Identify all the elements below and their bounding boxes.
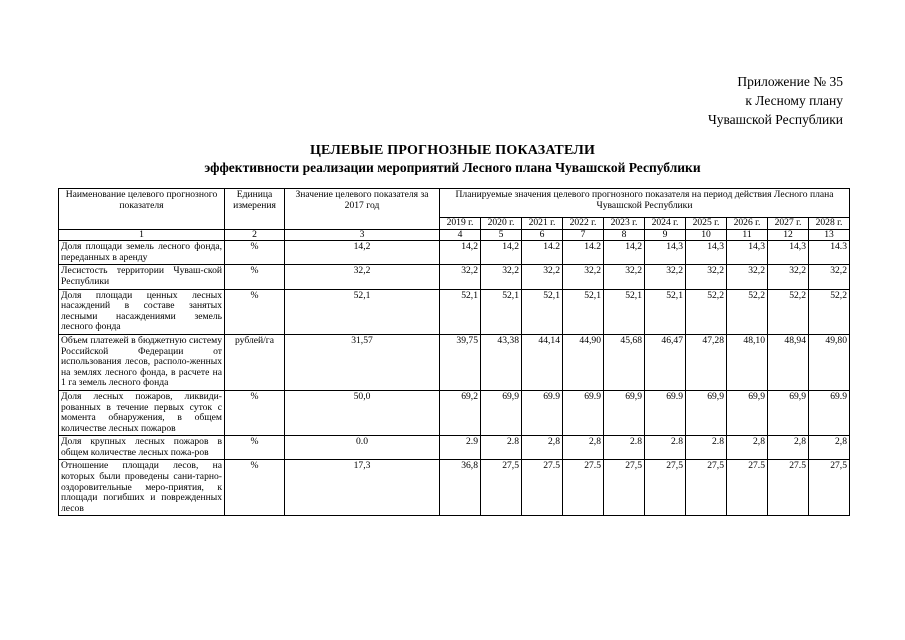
indicator-planned-value: 14,2 xyxy=(604,241,645,265)
indicator-planned-value: 36,8 xyxy=(440,460,481,516)
indicator-unit: % xyxy=(225,265,285,289)
indicator-planned-value: 69.9 xyxy=(809,390,850,435)
indicator-value-2017: 14,2 xyxy=(285,241,440,265)
table-row xyxy=(59,334,850,390)
indicator-planned-value: 27.5 xyxy=(768,460,809,516)
indicator-planned-value: 69,9 xyxy=(768,390,809,435)
indicator-planned-value: 2,8 xyxy=(563,436,604,460)
header-year-3: 2021 г. xyxy=(522,218,563,230)
column-number: 9 xyxy=(645,229,686,241)
indicator-planned-value: 27,5 xyxy=(686,460,727,516)
table-row xyxy=(59,460,850,516)
indicator-planned-value: 27,5 xyxy=(645,460,686,516)
indicator-value-2017: 31,57 xyxy=(285,334,440,390)
table-row xyxy=(59,436,850,460)
indicator-name: Доля лесных пожаров, ликвиди-рованных в течение первых суток с момента обнаружения, в общем количестве лесных пожаров xyxy=(59,390,225,435)
indicator-planned-value: 2.8 xyxy=(645,436,686,460)
header-year-6: 2024 г. xyxy=(645,218,686,230)
indicator-planned-value: 2,8 xyxy=(768,436,809,460)
indicator-planned-value: 44,14 xyxy=(522,334,563,390)
indicator-planned-value: 2,8 xyxy=(522,436,563,460)
indicator-planned-value: 52,1 xyxy=(604,289,645,334)
indicators-table xyxy=(58,188,850,516)
column-number: 6 xyxy=(522,229,563,241)
indicator-planned-value: 32,2 xyxy=(768,265,809,289)
column-number-row xyxy=(59,229,850,241)
indicator-planned-value: 32,2 xyxy=(809,265,850,289)
header-year-2: 2020 г. xyxy=(481,218,522,230)
indicator-planned-value: 14,3 xyxy=(768,241,809,265)
annex-note xyxy=(623,72,843,129)
indicator-planned-value: 48,10 xyxy=(727,334,768,390)
column-number: 1 xyxy=(59,229,225,241)
indicator-planned-value: 46,47 xyxy=(645,334,686,390)
indicator-planned-value: 43,38 xyxy=(481,334,522,390)
indicator-planned-value: 27.5 xyxy=(563,460,604,516)
indicator-planned-value: 69.9 xyxy=(522,390,563,435)
indicator-value-2017: 17,3 xyxy=(285,460,440,516)
indicator-planned-value: 27.5 xyxy=(727,460,768,516)
indicator-unit: % xyxy=(225,390,285,435)
header-year-8: 2026 г. xyxy=(727,218,768,230)
indicator-planned-value: 52,1 xyxy=(440,289,481,334)
indicator-planned-value: 14,3 xyxy=(686,241,727,265)
column-number: 4 xyxy=(440,229,481,241)
indicator-planned-value: 69,9 xyxy=(727,390,768,435)
indicator-value-2017: 50,0 xyxy=(285,390,440,435)
header-year-10: 2028 г. xyxy=(809,218,850,230)
table-row xyxy=(59,289,850,334)
header-year-5: 2023 г. xyxy=(604,218,645,230)
indicator-planned-value: 2.8 xyxy=(686,436,727,460)
indicator-planned-value: 69,9 xyxy=(481,390,522,435)
indicator-planned-value: 52,1 xyxy=(522,289,563,334)
indicator-planned-value: 52,2 xyxy=(686,289,727,334)
indicator-value-2017: 32,2 xyxy=(285,265,440,289)
header-year-9: 2027 г. xyxy=(768,218,809,230)
indicator-name: Доля крупных лесных пожаров в общем количестве лесных пожа-ров xyxy=(59,436,225,460)
indicator-planned-value: 69,9 xyxy=(604,390,645,435)
indicator-planned-value: 52,2 xyxy=(768,289,809,334)
indicator-planned-value: 32,2 xyxy=(686,265,727,289)
indicator-planned-value: 52,1 xyxy=(563,289,604,334)
annex-number: Приложение № 35 xyxy=(737,74,843,89)
indicator-planned-value: 39,75 xyxy=(440,334,481,390)
column-number: 8 xyxy=(604,229,645,241)
header-year-4: 2022 г. xyxy=(563,218,604,230)
indicator-unit: % xyxy=(225,289,285,334)
indicator-planned-value: 2,8 xyxy=(727,436,768,460)
indicator-planned-value: 14.2 xyxy=(563,241,604,265)
indicator-planned-value: 2.8 xyxy=(604,436,645,460)
table-row xyxy=(59,241,850,265)
indicator-planned-value: 14,2 xyxy=(440,241,481,265)
header-indicator-name: Наименование целевого прогнозного показателя xyxy=(59,189,225,230)
indicator-planned-value: 14.2 xyxy=(522,241,563,265)
header-planned-values: Планируемые значения целевого прогнозного показателя на период действия Лесного плана Чувашской Республики xyxy=(440,189,850,218)
indicator-planned-value: 14.3 xyxy=(809,241,850,265)
indicator-planned-value: 2.8 xyxy=(481,436,522,460)
column-number: 11 xyxy=(727,229,768,241)
indicator-planned-value: 14,3 xyxy=(645,241,686,265)
table-body xyxy=(59,229,850,516)
header-year-7: 2025 г. xyxy=(686,218,727,230)
indicator-planned-value: 27.5 xyxy=(522,460,563,516)
indicator-planned-value: 32,2 xyxy=(563,265,604,289)
indicator-planned-value: 44,90 xyxy=(563,334,604,390)
indicator-name: Отношение площади лесов, на которых были проведены сани-тарно-оздоровительные меро-приятия, к площади погибших и поврежденных лесов xyxy=(59,460,225,516)
indicator-planned-value: 14,3 xyxy=(727,241,768,265)
indicator-name: Объем платежей в бюджетную систему Российской Федерации от использования лесов, располо-женных на землях лесного фонда, в расчете на 1 га земель лесного фонда xyxy=(59,334,225,390)
indicator-planned-value: 32,2 xyxy=(481,265,522,289)
indicator-planned-value: 69.9 xyxy=(563,390,604,435)
document-subtitle: эффективности реализации мероприятий Лесного плана Чувашской Республики xyxy=(204,160,701,175)
indicator-unit: % xyxy=(225,436,285,460)
indicator-name: Доля площади ценных лесных насаждений в составе занятых лесными насаждениями земель лесного фонда xyxy=(59,289,225,334)
indicator-name: Доля площади земель лесного фонда, переданных в аренду xyxy=(59,241,225,265)
indicator-planned-value: 32,2 xyxy=(522,265,563,289)
indicator-planned-value: 2,8 xyxy=(809,436,850,460)
indicator-planned-value: 32,2 xyxy=(645,265,686,289)
indicator-unit: рублей/га xyxy=(225,334,285,390)
annex-reference: к Лесному плану xyxy=(745,93,843,108)
indicator-unit: % xyxy=(225,241,285,265)
indicator-planned-value: 52,1 xyxy=(645,289,686,334)
indicator-planned-value: 27,5 xyxy=(481,460,522,516)
column-number: 2 xyxy=(225,229,285,241)
indicator-planned-value: 32,2 xyxy=(440,265,481,289)
column-number: 5 xyxy=(481,229,522,241)
column-number: 12 xyxy=(768,229,809,241)
indicator-planned-value: 52,2 xyxy=(809,289,850,334)
column-number: 10 xyxy=(686,229,727,241)
header-unit: Единица измерения xyxy=(225,189,285,230)
indicator-value-2017: 52,1 xyxy=(285,289,440,334)
indicator-planned-value: 52,2 xyxy=(727,289,768,334)
annex-region: Чувашской Республики xyxy=(707,112,843,127)
indicator-planned-value: 52,1 xyxy=(481,289,522,334)
indicator-planned-value: 69,2 xyxy=(440,390,481,435)
indicator-planned-value: 27,5 xyxy=(604,460,645,516)
indicator-planned-value: 32,2 xyxy=(604,265,645,289)
indicator-planned-value: 14,2 xyxy=(481,241,522,265)
header-year-1: 2019 г. xyxy=(440,218,481,230)
indicator-planned-value: 49,80 xyxy=(809,334,850,390)
indicator-planned-value: 27,5 xyxy=(809,460,850,516)
column-number: 7 xyxy=(563,229,604,241)
indicator-unit: % xyxy=(225,460,285,516)
column-number: 13 xyxy=(809,229,850,241)
indicator-planned-value: 32,2 xyxy=(727,265,768,289)
indicator-value-2017: 0.0 xyxy=(285,436,440,460)
indicator-planned-value: 47,28 xyxy=(686,334,727,390)
indicator-name: Лесистость территории Чуваш-ской Республики xyxy=(59,265,225,289)
indicator-planned-value: 2.9 xyxy=(440,436,481,460)
document-title: ЦЕЛЕВЫЕ ПРОГНОЗНЫЕ ПОКАЗАТЕЛИ xyxy=(309,143,596,158)
column-number: 3 xyxy=(285,229,440,241)
table-row xyxy=(59,390,850,435)
header-value-2017: Значение целевого показателя за 2017 год xyxy=(285,189,440,230)
indicator-planned-value: 69.9 xyxy=(645,390,686,435)
indicator-planned-value: 69,9 xyxy=(686,390,727,435)
table-row xyxy=(59,265,850,289)
indicator-planned-value: 45,68 xyxy=(604,334,645,390)
indicator-planned-value: 48,94 xyxy=(768,334,809,390)
